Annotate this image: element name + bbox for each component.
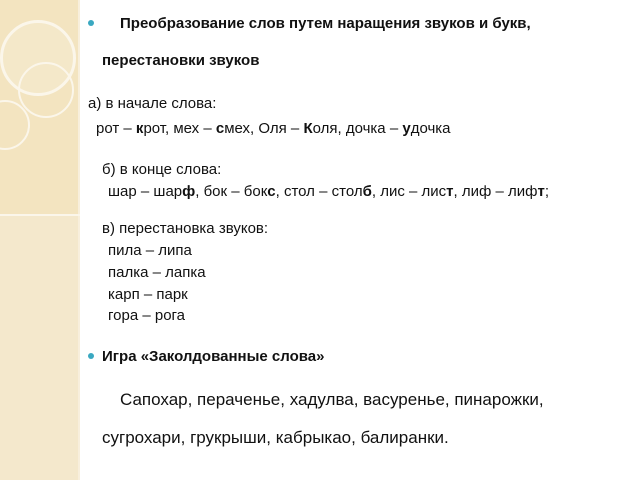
list-item: гора – рога	[108, 307, 186, 324]
bullet-icon	[88, 20, 94, 26]
game-words-line-1: Сапохар, пераченье, хадулва, васуренье, пинарожки,	[120, 390, 544, 409]
section-b-title: б) в конце слова:	[102, 161, 222, 178]
game-words-line-2: сугрохари, грукрыши, кабрыкао, балиранки.	[102, 428, 449, 447]
decorative-rule	[0, 214, 80, 216]
section-b-examples: шар – шарф, бок – бокс, стол – столб, лис – лист, лиф – лифт;	[108, 183, 550, 200]
list-item: карп – парк	[108, 286, 188, 303]
bullet-icon	[88, 353, 94, 359]
section-a-title: а) в начале слова:	[88, 95, 217, 112]
list-item: пила – липа	[108, 242, 192, 259]
list-item: палка – лапка	[108, 264, 206, 281]
heading-line-1: Преобразование слов путем наращения звуков и букв,	[120, 15, 531, 32]
section-a-examples: рот – крот, мех – смех, Оля – Коля, дочка – удочка	[96, 120, 451, 137]
decorative-circle	[18, 62, 74, 118]
decorative-rule	[78, 0, 80, 480]
game-title: Игра «Заколдованные слова»	[102, 348, 325, 365]
section-c-title: в) перестановка звуков:	[102, 220, 269, 237]
heading-line-2: перестановки звуков	[102, 52, 260, 69]
